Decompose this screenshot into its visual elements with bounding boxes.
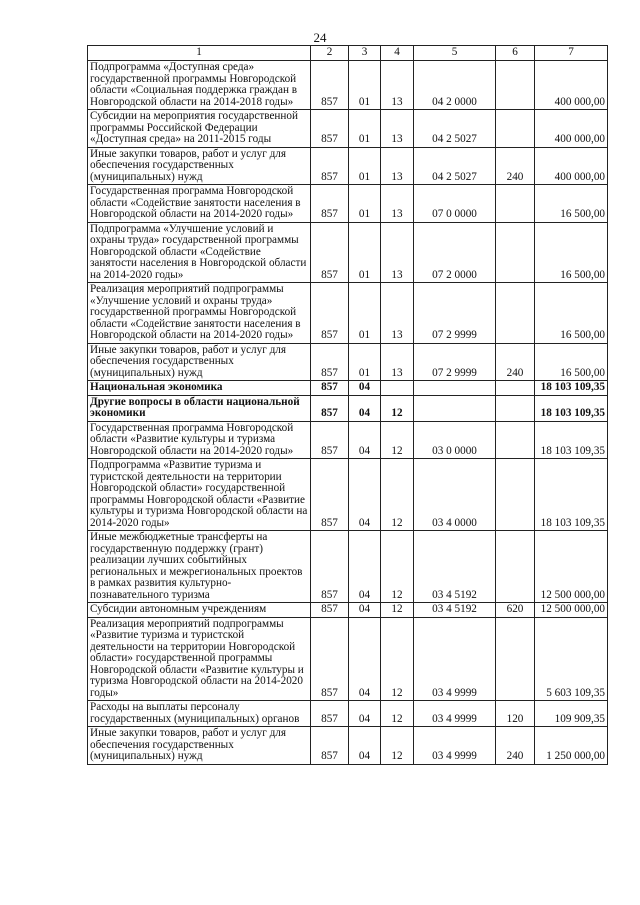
column-header: 3 bbox=[349, 46, 381, 61]
expense-type-cell bbox=[496, 395, 535, 421]
column-header: 1 bbox=[88, 46, 311, 61]
expense-type-cell bbox=[496, 110, 535, 148]
section-code-cell: 01 bbox=[349, 110, 381, 148]
subsection-code-cell: 12 bbox=[381, 531, 414, 603]
target-article-cell bbox=[414, 395, 496, 421]
expense-type-cell bbox=[496, 421, 535, 459]
amount-cell: 16 500,00 bbox=[535, 283, 608, 344]
expense-type-cell bbox=[496, 283, 535, 344]
expense-type-cell: 620 bbox=[496, 603, 535, 618]
row-name-cell: Расходы на выплаты персоналу государственных (муниципальных) органов bbox=[88, 701, 311, 727]
row-name-cell: Иные закупки товаров, работ и услуг для обеспечения государственных (муниципальных) нужд bbox=[88, 727, 311, 765]
amount-cell: 18 103 109,35 bbox=[535, 395, 608, 421]
table-row bbox=[88, 343, 608, 381]
subsection-code-cell: 13 bbox=[381, 110, 414, 148]
expense-type-cell: 240 bbox=[496, 727, 535, 765]
expense-type-cell bbox=[496, 185, 535, 223]
target-article-cell: 03 4 9999 bbox=[414, 617, 496, 701]
row-name-cell: Реализация мероприятий подпрограммы «Улучшение условий и охраны труда» государственной программы Новгородской области «Содействие занятости населения в Новгородской области на 2014-2020 годы» bbox=[88, 283, 311, 344]
target-article-cell: 07 2 9999 bbox=[414, 343, 496, 381]
budget-table bbox=[87, 45, 608, 765]
table-row bbox=[88, 617, 608, 701]
department-code-cell: 857 bbox=[311, 185, 349, 223]
department-code-cell: 857 bbox=[311, 459, 349, 531]
target-article-cell: 04 2 0000 bbox=[414, 61, 496, 110]
target-article-cell: 03 4 5192 bbox=[414, 531, 496, 603]
department-code-cell: 857 bbox=[311, 603, 349, 618]
amount-cell: 1 250 000,00 bbox=[535, 727, 608, 765]
subsection-code-cell bbox=[381, 381, 414, 396]
section-code-cell: 01 bbox=[349, 147, 381, 185]
expense-type-cell bbox=[496, 222, 535, 283]
target-article-cell: 07 2 0000 bbox=[414, 222, 496, 283]
department-code-cell: 857 bbox=[311, 617, 349, 701]
column-header: 4 bbox=[381, 46, 414, 61]
department-code-cell: 857 bbox=[311, 283, 349, 344]
table-row bbox=[88, 110, 608, 148]
table-row bbox=[88, 147, 608, 185]
section-code-cell: 01 bbox=[349, 222, 381, 283]
table-row bbox=[88, 381, 608, 396]
target-article-cell: 07 0 0000 bbox=[414, 185, 496, 223]
amount-cell: 12 500 000,00 bbox=[535, 531, 608, 603]
department-code-cell: 857 bbox=[311, 727, 349, 765]
subsection-code-cell: 13 bbox=[381, 147, 414, 185]
amount-cell: 400 000,00 bbox=[535, 147, 608, 185]
section-code-cell: 01 bbox=[349, 343, 381, 381]
section-code-cell: 04 bbox=[349, 603, 381, 618]
subsection-code-cell: 12 bbox=[381, 701, 414, 727]
expense-type-cell bbox=[496, 61, 535, 110]
section-code-cell: 04 bbox=[349, 727, 381, 765]
amount-cell: 109 909,35 bbox=[535, 701, 608, 727]
column-header: 5 bbox=[414, 46, 496, 61]
subsection-code-cell: 12 bbox=[381, 617, 414, 701]
amount-cell: 18 103 109,35 bbox=[535, 421, 608, 459]
amount-cell: 400 000,00 bbox=[535, 61, 608, 110]
row-name-cell: Подпрограмма «Улучшение условий и охраны труда» государственной программы Новгородской области «Содействие занятости населения в Новгородской области на 2014-2020 годы» bbox=[88, 222, 311, 283]
row-name-cell: Национальная экономика bbox=[88, 381, 311, 396]
expense-type-cell: 240 bbox=[496, 343, 535, 381]
section-code-cell: 04 bbox=[349, 381, 381, 396]
section-code-cell: 01 bbox=[349, 283, 381, 344]
department-code-cell: 857 bbox=[311, 381, 349, 396]
target-article-cell: 04 2 5027 bbox=[414, 110, 496, 148]
amount-cell: 16 500,00 bbox=[535, 343, 608, 381]
section-code-cell: 04 bbox=[349, 617, 381, 701]
table-row bbox=[88, 701, 608, 727]
department-code-cell: 857 bbox=[311, 395, 349, 421]
expense-type-cell: 120 bbox=[496, 701, 535, 727]
target-article-cell: 03 4 5192 bbox=[414, 603, 496, 618]
department-code-cell: 857 bbox=[311, 343, 349, 381]
section-code-cell: 04 bbox=[349, 459, 381, 531]
table-row bbox=[88, 61, 608, 110]
department-code-cell: 857 bbox=[311, 110, 349, 148]
section-code-cell: 04 bbox=[349, 421, 381, 459]
table-row bbox=[88, 531, 608, 603]
section-code-cell: 01 bbox=[349, 61, 381, 110]
expense-type-cell bbox=[496, 381, 535, 396]
column-header: 6 bbox=[496, 46, 535, 61]
subsection-code-cell: 12 bbox=[381, 603, 414, 618]
subsection-code-cell: 13 bbox=[381, 343, 414, 381]
subsection-code-cell: 13 bbox=[381, 222, 414, 283]
section-code-cell: 04 bbox=[349, 531, 381, 603]
amount-cell: 12 500 000,00 bbox=[535, 603, 608, 618]
row-name-cell: Подпрограмма «Развитие туризма и туристской деятельности на территории Новгородской области» государственной программы Новгородской области «Развитие культуры и туризма Новгородской области на 2014-2020 годы» bbox=[88, 459, 311, 531]
department-code-cell: 857 bbox=[311, 147, 349, 185]
row-name-cell: Субсидии автономным учреждениям bbox=[88, 603, 311, 618]
row-name-cell: Другие вопросы в области национальной экономики bbox=[88, 395, 311, 421]
row-name-cell: Подпрограмма «Доступная среда» государственной программы Новгородской области «Социальная поддержка граждан в Новгородской области на 2014-2018 годы» bbox=[88, 61, 311, 110]
table-row bbox=[88, 185, 608, 223]
row-name-cell: Реализация мероприятий подпрограммы «Развитие туризма и туристской деятельности на территории Новгородской области» государственной программы Новгородской области «Развитие культуры и туризма Новгородской области на 2014-2020 годы» bbox=[88, 617, 311, 701]
expense-type-cell bbox=[496, 617, 535, 701]
row-name-cell: Государственная программа Новгородской области «Содействие занятости населения в Новгородской области на 2014-2020 годы» bbox=[88, 185, 311, 223]
table-row bbox=[88, 421, 608, 459]
target-article-cell: 03 4 9999 bbox=[414, 701, 496, 727]
column-header: 7 bbox=[535, 46, 608, 61]
department-code-cell: 857 bbox=[311, 222, 349, 283]
table-row bbox=[88, 727, 608, 765]
department-code-cell: 857 bbox=[311, 531, 349, 603]
amount-cell: 18 103 109,35 bbox=[535, 381, 608, 396]
amount-cell: 18 103 109,35 bbox=[535, 459, 608, 531]
amount-cell: 5 603 109,35 bbox=[535, 617, 608, 701]
table-row bbox=[88, 603, 608, 618]
table-row bbox=[88, 459, 608, 531]
subsection-code-cell: 12 bbox=[381, 727, 414, 765]
section-code-cell: 04 bbox=[349, 395, 381, 421]
row-name-cell: Иные межбюджетные трансферты на государственную поддержку (грант) реализации лучших событийных региональных и межрегиональных проектов в рамках развития культурно-познавательного туризма bbox=[88, 531, 311, 603]
amount-cell: 16 500,00 bbox=[535, 222, 608, 283]
row-name-cell: Государственная программа Новгородской области «Развитие культуры и туризма Новгородской области на 2014-2020 годы» bbox=[88, 421, 311, 459]
section-code-cell: 01 bbox=[349, 185, 381, 223]
department-code-cell: 857 bbox=[311, 421, 349, 459]
row-name-cell: Иные закупки товаров, работ и услуг для обеспечения государственных (муниципальных) нужд bbox=[88, 147, 311, 185]
column-header: 2 bbox=[311, 46, 349, 61]
expense-type-cell: 240 bbox=[496, 147, 535, 185]
target-article-cell: 03 4 0000 bbox=[414, 459, 496, 531]
section-code-cell: 04 bbox=[349, 701, 381, 727]
subsection-code-cell: 12 bbox=[381, 421, 414, 459]
row-name-cell: Иные закупки товаров, работ и услуг для обеспечения государственных (муниципальных) нужд bbox=[88, 343, 311, 381]
subsection-code-cell: 13 bbox=[381, 185, 414, 223]
subsection-code-cell: 13 bbox=[381, 61, 414, 110]
department-code-cell: 857 bbox=[311, 701, 349, 727]
table-row bbox=[88, 395, 608, 421]
expense-type-cell bbox=[496, 459, 535, 531]
target-article-cell: 04 2 5027 bbox=[414, 147, 496, 185]
page-number: 24 bbox=[313, 30, 327, 45]
table-header-row bbox=[88, 46, 608, 61]
target-article-cell: 03 4 9999 bbox=[414, 727, 496, 765]
amount-cell: 400 000,00 bbox=[535, 110, 608, 148]
expense-type-cell bbox=[496, 531, 535, 603]
department-code-cell: 857 bbox=[311, 61, 349, 110]
table-row bbox=[88, 283, 608, 344]
amount-cell: 16 500,00 bbox=[535, 185, 608, 223]
subsection-code-cell: 13 bbox=[381, 283, 414, 344]
target-article-cell: 03 0 0000 bbox=[414, 421, 496, 459]
subsection-code-cell: 12 bbox=[381, 459, 414, 531]
table-row bbox=[88, 222, 608, 283]
target-article-cell: 07 2 9999 bbox=[414, 283, 496, 344]
subsection-code-cell: 12 bbox=[381, 395, 414, 421]
target-article-cell bbox=[414, 381, 496, 396]
row-name-cell: Субсидии на мероприятия государственной программы Российской Федерации «Доступная среда» на 2011-2015 годы bbox=[88, 110, 311, 148]
